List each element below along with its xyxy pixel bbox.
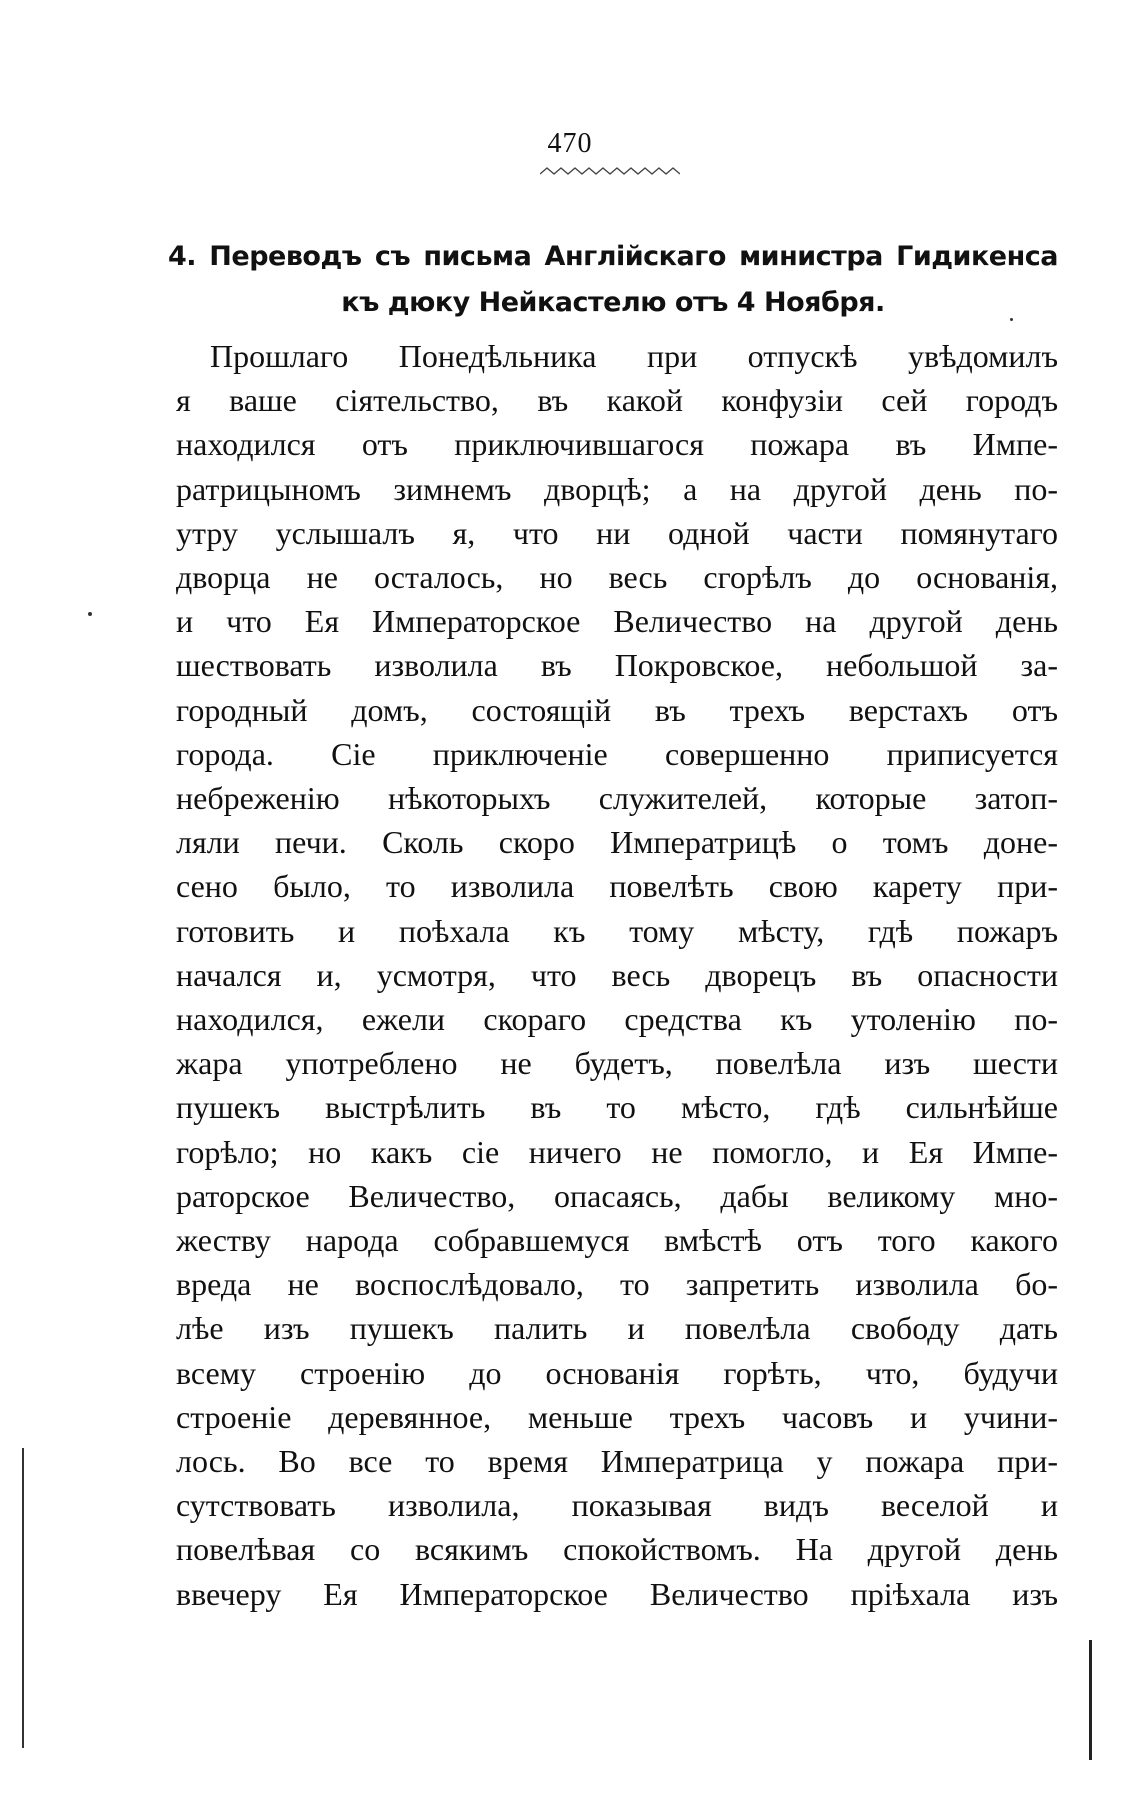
text-line: городный домъ, состоящій въ трехъ верстахъ отъ [176,691,1058,728]
text-line: ляли печи. Сколь скоро Императрицѣ о томъ доне- [176,824,1058,861]
text-line: строеніе деревянное, меньше трехъ часовъ и учини- [176,1398,1058,1435]
text-line: Прошлаго Понедѣльника при отпускѣ увѣдомилъ [210,338,1058,374]
text-line: жеству народа собравшемуся вмѣстѣ отъ того какого [176,1222,1058,1259]
text-line: готовить и поѣхала къ тому мѣсту, гдѣ пожаръ [176,912,1058,949]
scan-speck [88,612,92,616]
text-line: лѣе изъ пушекъ палить и повелѣла свободу дать [176,1310,1058,1347]
text-line: жара употреблено не будетъ, повелѣла изъ шести [176,1045,1058,1082]
text-line: дворца не осталось, но весь сгорѣлъ до основанія, [176,559,1058,596]
text-line: пушекъ выстрѣлить въ то мѣсто, гдѣ сильнѣйше [176,1089,1058,1126]
text-line: и что Ея Императорское Величество на другой день [176,603,1058,640]
text-line: повелѣвая со всякимъ спокойствомъ. На другой день [176,1531,1058,1568]
text-line: небреженію нѣкоторыхъ служителей, которые затоп- [176,780,1058,817]
text-line: я ваше сіятельство, въ какой конфузіи сей городъ [176,382,1058,419]
text-line: шествовать изволила въ Покровское, небольшой за- [176,647,1058,684]
text-line: города. Сіе приключеніе совершенно приписуется [176,735,1058,772]
page-number: 470 [547,128,593,159]
text-line: сено было, то изволила повелѣть свою карету при- [176,868,1058,905]
body-text [176,334,1058,1616]
scan-edge-left [22,1448,24,1748]
text-line: всему строенію до основанія горѣть, что, будучи [176,1354,1058,1391]
text-line: горѣло; но какъ сіе ничего не помогло, и Ея Импе- [176,1133,1058,1170]
text-line: ратрицыномъ зимнемъ дворцѣ; а на другой день по- [176,470,1058,507]
scan-edge-right [1089,1640,1092,1760]
text-line: вреда не воспослѣдовало, то запретить изволила бо- [176,1266,1058,1303]
section-heading: 4. Переводъ съ письма Англійскаго министра Гидикенса къ дюку Нейкастелю отъ 4 Ноября. [168,241,1058,318]
text-line: утру услышалъ я, что ни одной части помянутаго [176,514,1058,551]
text-line: сутствовать изволила, показывая видъ веселой и [176,1487,1058,1524]
scan-speck [1010,318,1013,321]
text-line: находился, ежели скораго средства къ утоленію по- [176,1001,1058,1038]
text-line: лось. Во все то время Императрица у пожара при- [176,1443,1058,1480]
ornament-divider [540,166,680,176]
text-line: раторское Величество, опасаясь, дабы великому мно- [176,1177,1058,1214]
text-line: начался и, усмотря, что весь дворецъ въ опасности [176,956,1058,993]
text-line: находился отъ приключившагося пожара въ Импе- [176,426,1058,463]
text-line: ввечеру Ея Императорское Величество пріѣхала изъ [176,1575,1058,1612]
